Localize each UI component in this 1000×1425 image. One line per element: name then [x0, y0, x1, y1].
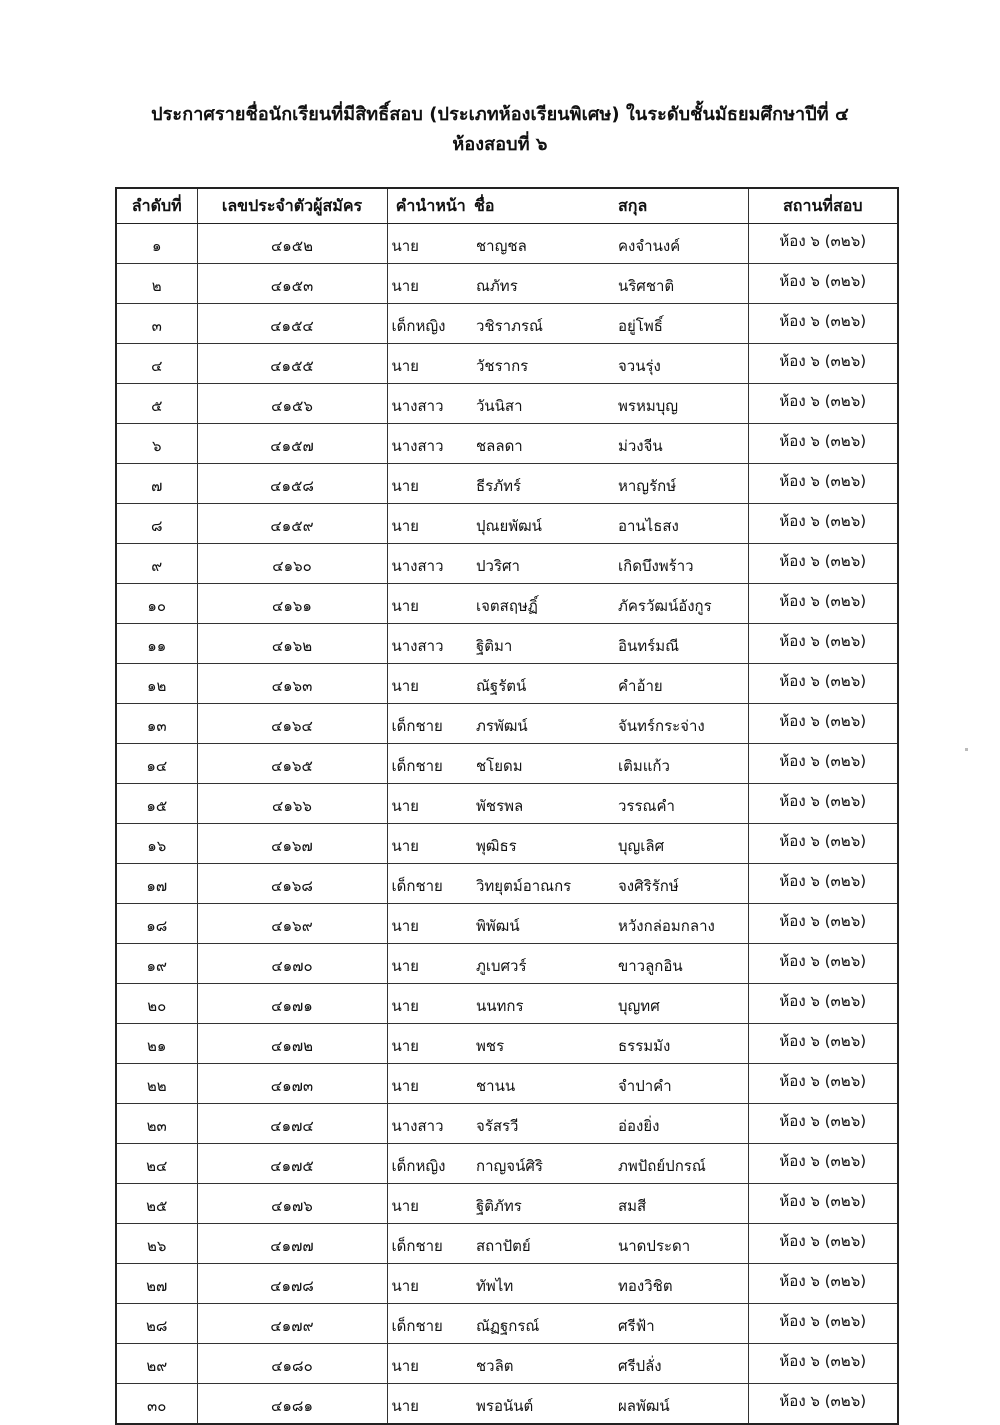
cell-first-name: จรัสรวี: [474, 1104, 618, 1144]
cell-no: ๑๘: [116, 904, 197, 944]
cell-surname: หวังกล่อมกลาง: [618, 904, 748, 944]
header-no: ลำดับที่: [116, 188, 197, 224]
cell-applicant-id: ๔๑๖๓: [197, 664, 387, 704]
cell-applicant-id: ๔๑๗๗: [197, 1224, 387, 1264]
cell-first-name: ชวลิต: [474, 1344, 618, 1384]
cell-exam-location: ห้อง ๖ (๓๒๖): [748, 984, 898, 1024]
cell-surname: อ่องยิ่ง: [618, 1104, 748, 1144]
cell-exam-location: ห้อง ๖ (๓๒๖): [748, 424, 898, 464]
cell-prefix: นาย: [387, 904, 474, 944]
cell-exam-location: ห้อง ๖ (๓๒๖): [748, 464, 898, 504]
cell-exam-location: ห้อง ๖ (๓๒๖): [748, 864, 898, 904]
cell-surname: คงจำนงค์: [618, 224, 748, 264]
cell-exam-location: ห้อง ๖ (๓๒๖): [748, 1144, 898, 1184]
cell-surname: จวนรุ่ง: [618, 344, 748, 384]
cell-first-name: ฐิติมา: [474, 624, 618, 664]
cell-prefix: นาย: [387, 464, 474, 504]
student-roster-table: [115, 187, 899, 1425]
cell-first-name: วิทยุตม์อาณกร: [474, 864, 618, 904]
cell-applicant-id: ๔๑๕๔: [197, 304, 387, 344]
cell-first-name: นนทกร: [474, 984, 618, 1024]
cell-exam-location: ห้อง ๖ (๓๒๖): [748, 1224, 898, 1264]
cell-prefix: นาย: [387, 784, 474, 824]
cell-applicant-id: ๔๑๖๙: [197, 904, 387, 944]
cell-surname: นริศชาติ: [618, 264, 748, 304]
cell-applicant-id: ๔๑๕๕: [197, 344, 387, 384]
table-row: [116, 1144, 898, 1184]
cell-surname: ศรีฟ้า: [618, 1304, 748, 1344]
cell-surname: ภัครวัฒน์อังกูร: [618, 584, 748, 624]
cell-exam-location: ห้อง ๖ (๓๒๖): [748, 1104, 898, 1144]
cell-exam-location: ห้อง ๖ (๓๒๖): [748, 624, 898, 664]
cell-first-name: ธีรภัทร์: [474, 464, 618, 504]
cell-no: ๑๕: [116, 784, 197, 824]
cell-no: ๕: [116, 384, 197, 424]
cell-first-name: ฐิติภัทร: [474, 1184, 618, 1224]
cell-first-name: วัชรากร: [474, 344, 618, 384]
cell-exam-location: ห้อง ๖ (๓๒๖): [748, 824, 898, 864]
cell-prefix: เด็กหญิง: [387, 1144, 474, 1184]
cell-first-name: วชิราภรณ์: [474, 304, 618, 344]
cell-surname: วรรณคำ: [618, 784, 748, 824]
table-row: [116, 1064, 898, 1104]
cell-exam-location: ห้อง ๖ (๓๒๖): [748, 1024, 898, 1064]
cell-applicant-id: ๔๑๖๐: [197, 544, 387, 584]
cell-no: ๑๗: [116, 864, 197, 904]
cell-exam-location: ห้อง ๖ (๓๒๖): [748, 664, 898, 704]
cell-no: ๗: [116, 464, 197, 504]
cell-first-name: วันนิสา: [474, 384, 618, 424]
cell-prefix: เด็กชาย: [387, 1224, 474, 1264]
cell-first-name: ทัพไท: [474, 1264, 618, 1304]
cell-surname: ขาวลูกอิน: [618, 944, 748, 984]
cell-first-name: ปุณยพัฒน์: [474, 504, 618, 544]
cell-exam-location: ห้อง ๖ (๓๒๖): [748, 544, 898, 584]
cell-prefix: เด็กชาย: [387, 864, 474, 904]
cell-applicant-id: ๔๑๖๑: [197, 584, 387, 624]
header-row: [116, 188, 898, 224]
cell-prefix: นาย: [387, 1264, 474, 1304]
table-row: [116, 504, 898, 544]
table-row: [116, 664, 898, 704]
cell-applicant-id: ๔๑๗๕: [197, 1144, 387, 1184]
cell-surname: จำปาคำ: [618, 1064, 748, 1104]
cell-no: ๒๙: [116, 1344, 197, 1384]
cell-first-name: ณัฐรัตน์: [474, 664, 618, 704]
cell-surname: เติมแก้ว: [618, 744, 748, 784]
header-prefix: คำนำหน้า: [387, 188, 474, 224]
cell-no: ๒๐: [116, 984, 197, 1024]
cell-first-name: พิพัฒน์: [474, 904, 618, 944]
cell-prefix: นางสาว: [387, 544, 474, 584]
table-row: [116, 864, 898, 904]
cell-no: ๙: [116, 544, 197, 584]
cell-applicant-id: ๔๑๗๐: [197, 944, 387, 984]
cell-no: ๒๗: [116, 1264, 197, 1304]
cell-no: ๒: [116, 264, 197, 304]
cell-prefix: นาย: [387, 1024, 474, 1064]
cell-prefix: นาย: [387, 344, 474, 384]
cell-exam-location: ห้อง ๖ (๓๒๖): [748, 1304, 898, 1344]
cell-prefix: เด็กชาย: [387, 1304, 474, 1344]
cell-prefix: นาย: [387, 944, 474, 984]
table-row: [116, 944, 898, 984]
cell-surname: คำอ้าย: [618, 664, 748, 704]
table-row: [116, 704, 898, 744]
cell-prefix: นาย: [387, 1344, 474, 1384]
table-row: [116, 424, 898, 464]
table-row: [116, 624, 898, 664]
cell-no: ๒๘: [116, 1304, 197, 1344]
cell-prefix: นางสาว: [387, 1104, 474, 1144]
table-row: [116, 464, 898, 504]
cell-exam-location: ห้อง ๖ (๓๒๖): [748, 944, 898, 984]
document-title: [0, 100, 1000, 160]
table-row: [116, 1344, 898, 1384]
cell-applicant-id: ๔๑๗๖: [197, 1184, 387, 1224]
table-row: [116, 784, 898, 824]
table-row: [116, 824, 898, 864]
table-row: [116, 744, 898, 784]
cell-applicant-id: ๔๑๕๗: [197, 424, 387, 464]
cell-first-name: ชลลดา: [474, 424, 618, 464]
cell-first-name: กาญจน์ศิริ: [474, 1144, 618, 1184]
cell-surname: ศรีปลั่ง: [618, 1344, 748, 1384]
cell-surname: นาดประดา: [618, 1224, 748, 1264]
cell-first-name: พุฒิธร: [474, 824, 618, 864]
cell-no: ๑: [116, 224, 197, 264]
table-row: [116, 1264, 898, 1304]
cell-no: ๒๓: [116, 1104, 197, 1144]
cell-applicant-id: ๔๑๗๒: [197, 1024, 387, 1064]
cell-first-name: พชร: [474, 1024, 618, 1064]
cell-applicant-id: ๔๑๖๖: [197, 784, 387, 824]
cell-exam-location: ห้อง ๖ (๓๒๖): [748, 1344, 898, 1384]
table-body: [116, 224, 898, 1425]
cell-first-name: ชาญชล: [474, 224, 618, 264]
table-header: [116, 188, 898, 224]
table-row: [116, 264, 898, 304]
cell-exam-location: ห้อง ๖ (๓๒๖): [748, 304, 898, 344]
cell-exam-location: ห้อง ๖ (๓๒๖): [748, 784, 898, 824]
cell-exam-location: ห้อง ๖ (๓๒๖): [748, 904, 898, 944]
cell-first-name: พรอนันต์: [474, 1384, 618, 1425]
table-row: [116, 584, 898, 624]
title-line-2: ห้องสอบที่ ๖: [452, 134, 548, 155]
cell-first-name: สถาปัตย์: [474, 1224, 618, 1264]
cell-applicant-id: ๔๑๖๔: [197, 704, 387, 744]
cell-no: ๘: [116, 504, 197, 544]
cell-applicant-id: ๔๑๗๔: [197, 1104, 387, 1144]
cell-no: ๑๐: [116, 584, 197, 624]
cell-exam-location: ห้อง ๖ (๓๒๖): [748, 384, 898, 424]
cell-no: ๔: [116, 344, 197, 384]
cell-prefix: เด็กหญิง: [387, 304, 474, 344]
cell-prefix: นาย: [387, 224, 474, 264]
cell-surname: จันทร์กระจ่าง: [618, 704, 748, 744]
cell-no: ๑๑: [116, 624, 197, 664]
cell-exam-location: ห้อง ๖ (๓๒๖): [748, 224, 898, 264]
cell-applicant-id: ๔๑๗๙: [197, 1304, 387, 1344]
cell-surname: ธรรมมัง: [618, 1024, 748, 1064]
cell-no: ๑๙: [116, 944, 197, 984]
cell-applicant-id: ๔๑๗๘: [197, 1264, 387, 1304]
cell-surname: บุญเลิศ: [618, 824, 748, 864]
cell-surname: บุญทศ: [618, 984, 748, 1024]
cell-surname: อินทร์มณี: [618, 624, 748, 664]
table-row: [116, 1224, 898, 1264]
cell-applicant-id: ๔๑๗๑: [197, 984, 387, 1024]
table-row: [116, 984, 898, 1024]
cell-prefix: นาย: [387, 584, 474, 624]
cell-surname: อานไธสง: [618, 504, 748, 544]
cell-applicant-id: ๔๑๗๓: [197, 1064, 387, 1104]
cell-applicant-id: ๔๑๘๑: [197, 1384, 387, 1425]
cell-exam-location: ห้อง ๖ (๓๒๖): [748, 264, 898, 304]
cell-applicant-id: ๔๑๕๘: [197, 464, 387, 504]
cell-prefix: นางสาว: [387, 384, 474, 424]
table-row: [116, 904, 898, 944]
cell-prefix: นาย: [387, 1184, 474, 1224]
cell-first-name: เจตสฤษฏิ์: [474, 584, 618, 624]
cell-surname: ผลพัฒน์: [618, 1384, 748, 1425]
header-applicant-id: เลขประจำตัวผู้สมัคร: [197, 188, 387, 224]
cell-surname: สมสี: [618, 1184, 748, 1224]
cell-no: ๓: [116, 304, 197, 344]
cell-surname: จงศิริรักษ์: [618, 864, 748, 904]
table-row: [116, 1304, 898, 1344]
cell-prefix: นาย: [387, 984, 474, 1024]
header-first-name: ชื่อ: [474, 188, 618, 224]
table-row: [116, 1184, 898, 1224]
cell-applicant-id: ๔๑๘๐: [197, 1344, 387, 1384]
cell-prefix: นาย: [387, 264, 474, 304]
header-surname: สกุล: [618, 188, 748, 224]
scan-speck: [965, 748, 968, 751]
cell-surname: เกิดบึงพร้าว: [618, 544, 748, 584]
title-line-1: ประกาศรายชื่อนักเรียนที่มีสิทธิ์สอบ (ประเภทห้องเรียนพิเศษ) ในระดับชั้นมัธยมศึกษาปีที่ ๔: [151, 104, 849, 125]
cell-prefix: เด็กชาย: [387, 704, 474, 744]
cell-first-name: ภูเบศวร์: [474, 944, 618, 984]
cell-applicant-id: ๔๑๕๒: [197, 224, 387, 264]
table-row: [116, 224, 898, 264]
cell-first-name: ภรพัฒน์: [474, 704, 618, 744]
cell-exam-location: ห้อง ๖ (๓๒๖): [748, 344, 898, 384]
cell-no: ๒๕: [116, 1184, 197, 1224]
cell-prefix: เด็กชาย: [387, 744, 474, 784]
cell-surname: ม่วงจีน: [618, 424, 748, 464]
cell-exam-location: ห้อง ๖ (๓๒๖): [748, 1384, 898, 1425]
cell-no: ๑๖: [116, 824, 197, 864]
cell-applicant-id: ๔๑๖๘: [197, 864, 387, 904]
cell-applicant-id: ๔๑๕๓: [197, 264, 387, 304]
table-row: [116, 1104, 898, 1144]
cell-exam-location: ห้อง ๖ (๓๒๖): [748, 504, 898, 544]
cell-exam-location: ห้อง ๖ (๓๒๖): [748, 1064, 898, 1104]
cell-no: ๑๒: [116, 664, 197, 704]
cell-prefix: นาย: [387, 824, 474, 864]
cell-prefix: นาย: [387, 1384, 474, 1425]
cell-surname: ภพปัถย์ปกรณ์: [618, 1144, 748, 1184]
cell-applicant-id: ๔๑๖๒: [197, 624, 387, 664]
table-row: [116, 544, 898, 584]
table-row: [116, 1384, 898, 1425]
table-row: [116, 304, 898, 344]
cell-surname: ทองวิชิต: [618, 1264, 748, 1304]
cell-surname: หาญรักษ์: [618, 464, 748, 504]
cell-applicant-id: ๔๑๕๙: [197, 504, 387, 544]
cell-exam-location: ห้อง ๖ (๓๒๖): [748, 704, 898, 744]
cell-no: ๒๑: [116, 1024, 197, 1064]
table-row: [116, 344, 898, 384]
cell-no: ๓๐: [116, 1384, 197, 1425]
cell-prefix: นางสาว: [387, 424, 474, 464]
cell-no: ๒๒: [116, 1064, 197, 1104]
cell-no: ๑๓: [116, 704, 197, 744]
cell-no: ๒๔: [116, 1144, 197, 1184]
cell-applicant-id: ๔๑๕๖: [197, 384, 387, 424]
cell-exam-location: ห้อง ๖ (๓๒๖): [748, 584, 898, 624]
table-row: [116, 384, 898, 424]
cell-exam-location: ห้อง ๖ (๓๒๖): [748, 1264, 898, 1304]
cell-no: ๒๖: [116, 1224, 197, 1264]
cell-first-name: ปวริศา: [474, 544, 618, 584]
cell-prefix: นาย: [387, 504, 474, 544]
cell-applicant-id: ๔๑๖๗: [197, 824, 387, 864]
cell-first-name: พัชรพล: [474, 784, 618, 824]
cell-applicant-id: ๔๑๖๕: [197, 744, 387, 784]
cell-surname: อยู่โพธิ์: [618, 304, 748, 344]
header-exam-location: สถานที่สอบ: [748, 188, 898, 224]
table-row: [116, 1024, 898, 1064]
cell-first-name: ชโยดม: [474, 744, 618, 784]
cell-first-name: ชานน: [474, 1064, 618, 1104]
cell-exam-location: ห้อง ๖ (๓๒๖): [748, 1184, 898, 1224]
cell-prefix: นางสาว: [387, 624, 474, 664]
cell-prefix: นาย: [387, 664, 474, 704]
cell-exam-location: ห้อง ๖ (๓๒๖): [748, 744, 898, 784]
cell-prefix: นาย: [387, 1064, 474, 1104]
cell-no: ๑๔: [116, 744, 197, 784]
cell-first-name: ณัฏฐกรณ์: [474, 1304, 618, 1344]
cell-surname: พรหมบุญ: [618, 384, 748, 424]
cell-no: ๖: [116, 424, 197, 464]
cell-first-name: ณภัทร: [474, 264, 618, 304]
